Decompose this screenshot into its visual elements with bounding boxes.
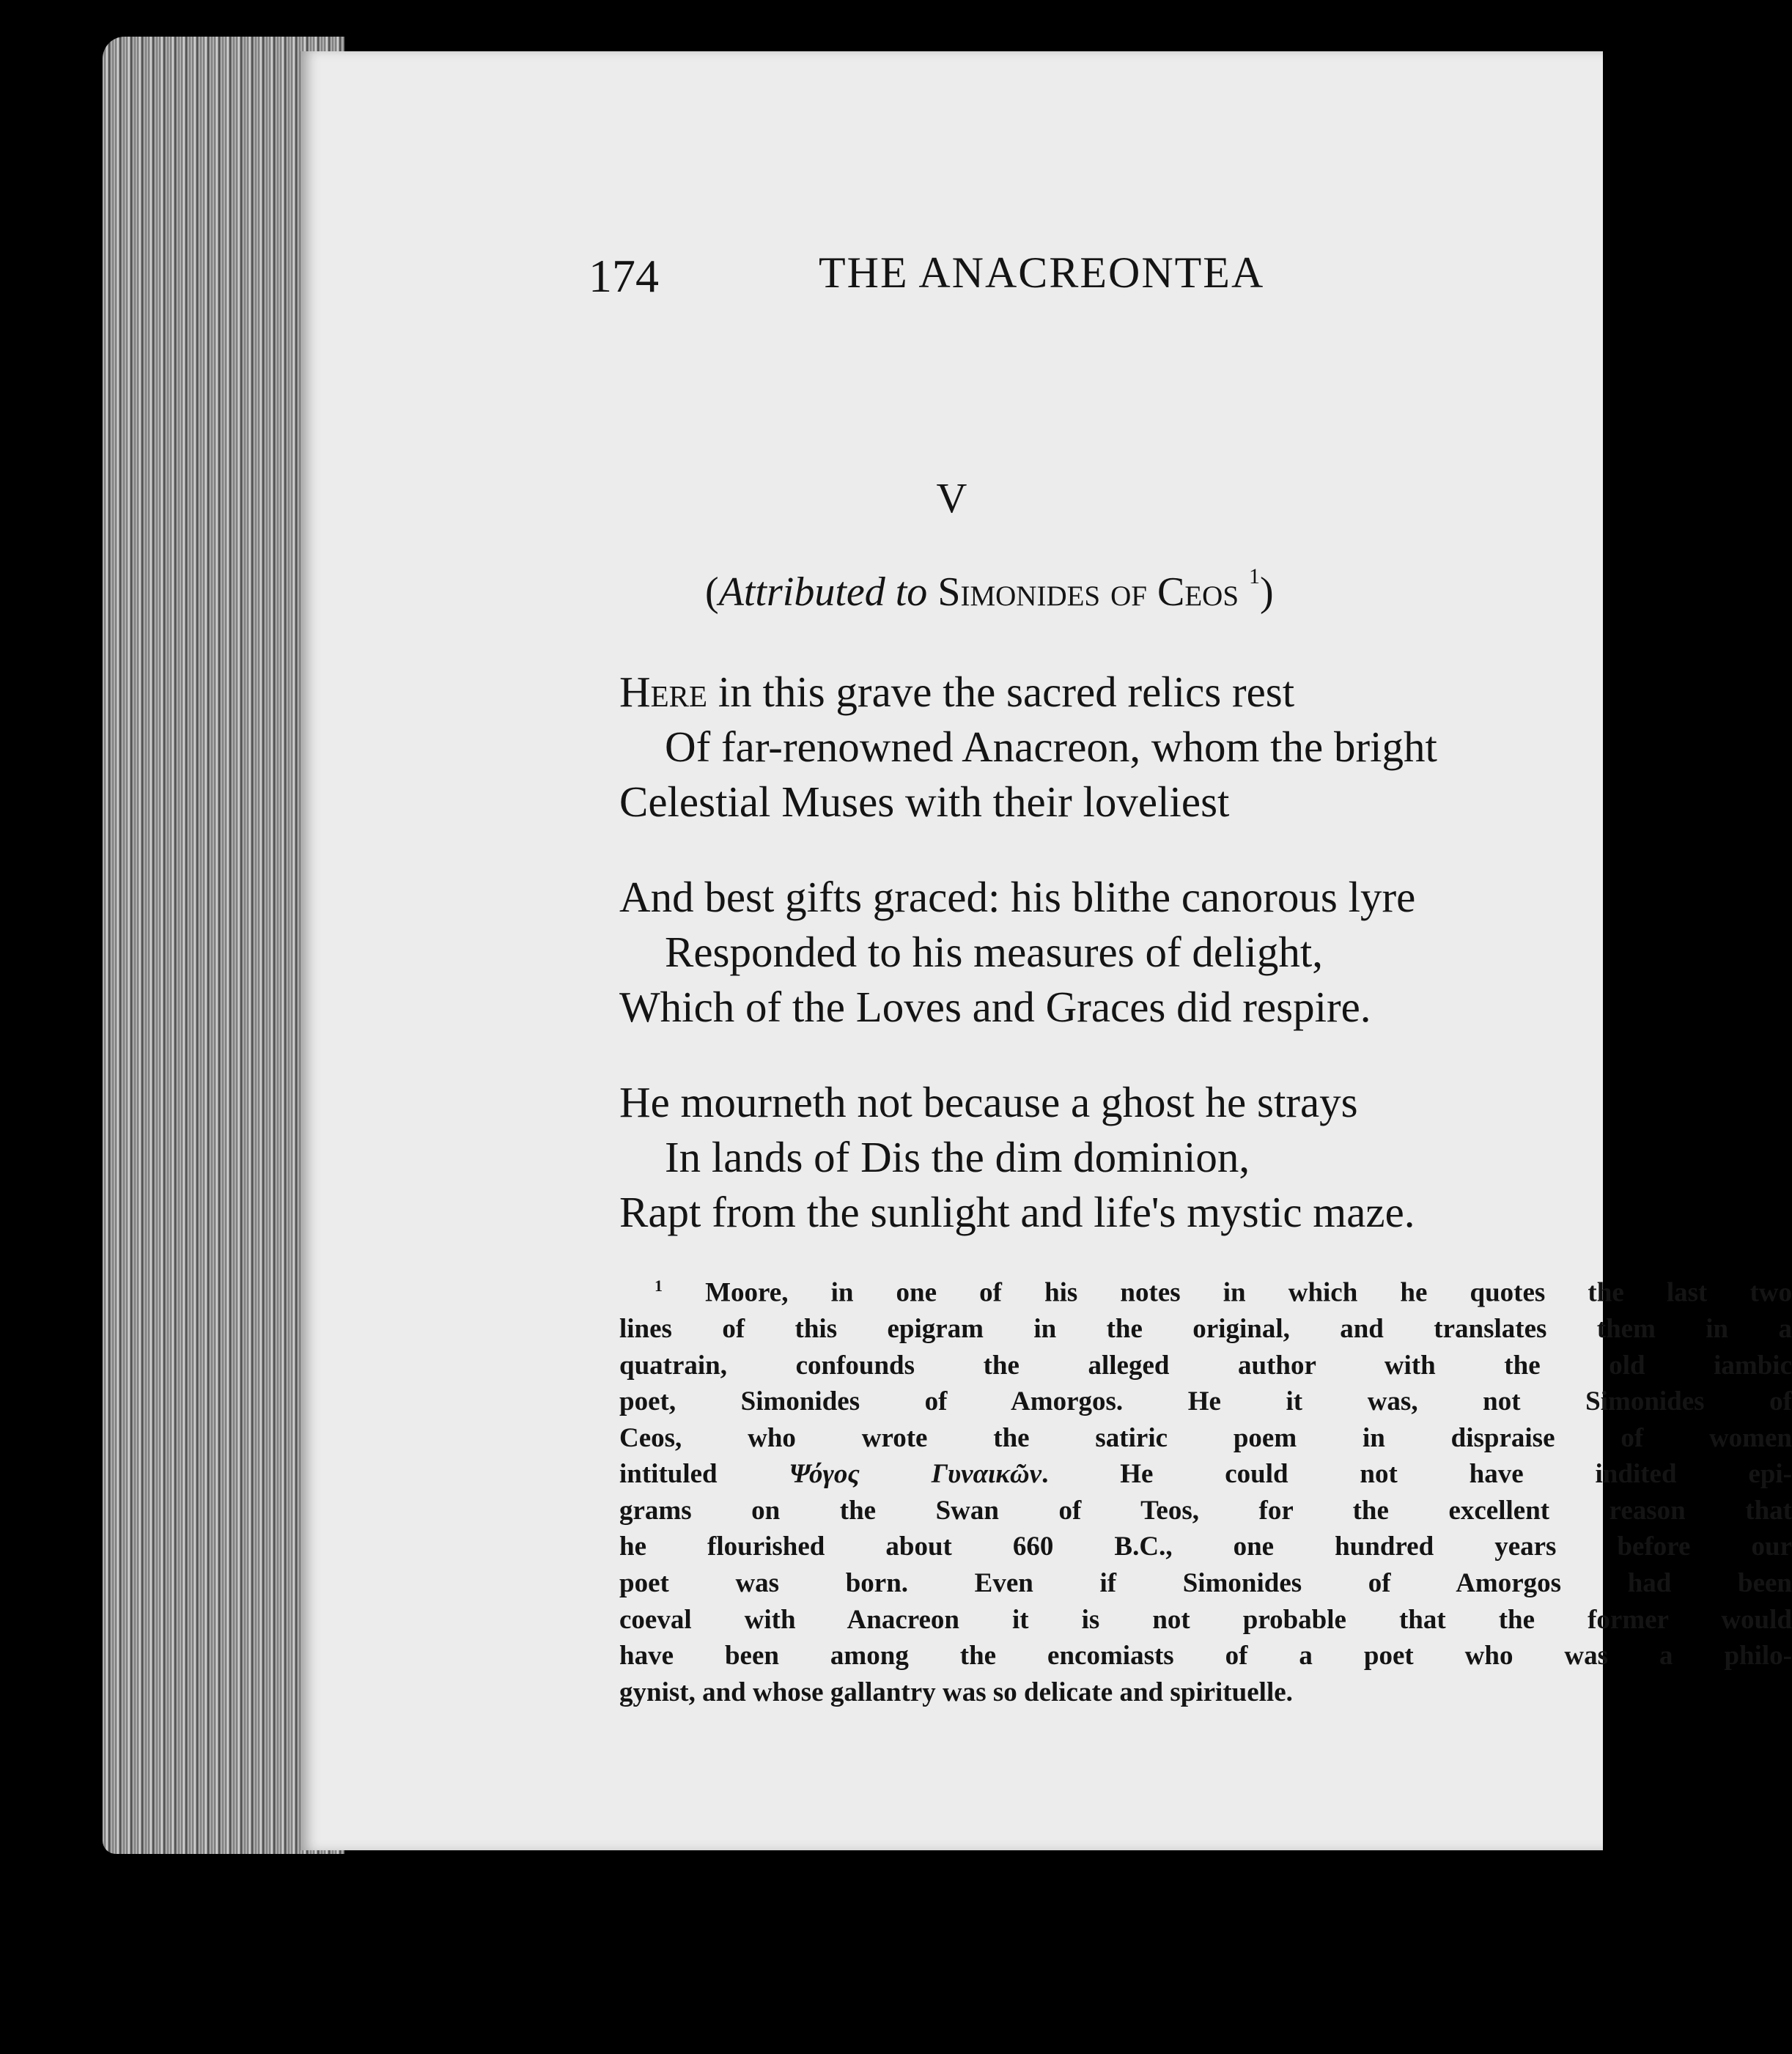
footnote xyxy=(619,1268,1792,1710)
verse-line-rest: in this grave the sacred relics rest xyxy=(707,668,1295,716)
verse-line: Of far-renowned Anacreon, whom the bright xyxy=(665,723,1437,771)
greek-title: Ψόγος Γυναικῶν xyxy=(789,1459,1042,1490)
verse-line: In lands of Dis the dim dominion, xyxy=(665,1133,1250,1181)
footnote-reference-mark: 1 xyxy=(1249,564,1261,588)
attribution-open-paren: ( xyxy=(705,569,719,615)
attribution-place: Ceos xyxy=(1157,569,1239,615)
verse-line: Which of the Loves and Graces did respire. xyxy=(619,983,1371,1031)
verse-line: Responded to his measures of delight, xyxy=(665,928,1323,976)
footnote-line: have been among the encomiasts of a poet who was a philo- xyxy=(619,1641,1792,1671)
page-number: 174 xyxy=(589,250,659,302)
footnote-line: poet, Simonides of Amorgos. He it was, not Simonides of xyxy=(619,1386,1792,1417)
attribution-italic: Attributed to xyxy=(718,569,928,615)
attribution-close-paren: ) xyxy=(1260,569,1274,615)
footnote-line: gynist, and whose gallantry was so delicate and spirituelle. xyxy=(619,1677,1293,1707)
footnote-line: lines of this epigram in the original, and translates them in a xyxy=(619,1313,1792,1344)
verse-line: He mourneth not because a ghost he strays xyxy=(619,1078,1358,1126)
verse-line xyxy=(619,667,1294,717)
section-number: V xyxy=(936,474,967,522)
attribution-author: Simonides xyxy=(937,569,1101,615)
footnote-line: coeval with Anacreon it is not probable that the former would xyxy=(619,1604,1792,1635)
verse-line: Rapt from the sunlight and life's mystic maze. xyxy=(619,1188,1415,1236)
footnote-mark: 1 xyxy=(655,1277,663,1295)
footnote-line: poet was born. Even if Simonides of Amorgos had been xyxy=(619,1568,1792,1599)
footnote-line: he flourished about 660 B.C., one hundred years before our xyxy=(619,1532,1792,1562)
verse-line: And best gifts graced: his blithe canorous lyre xyxy=(619,873,1416,921)
running-head: THE ANACREONTEA xyxy=(819,248,1265,297)
footnote-line: quatrain, confounds the alleged author with the old iambic xyxy=(619,1350,1792,1381)
book-page xyxy=(300,51,1792,1850)
footnote-line: $^1$ Moore, in one of his notes in which he quotes the last two xyxy=(655,1277,1792,1308)
footnote-line: intituled Ψόγος Γυναικῶν. He could not have indited epi- xyxy=(619,1459,1792,1490)
verse-initial-word: Here xyxy=(619,668,708,716)
footnote-line: grams on the Swan of Teos, for the excellent reason that xyxy=(619,1495,1792,1526)
attribution xyxy=(705,564,1274,616)
footnote-line: Ceos, who wrote the satiric poem in dispraise of women xyxy=(619,1422,1792,1453)
attribution-of: of xyxy=(1110,569,1147,615)
verse-line: Celestial Muses with their loveliest xyxy=(619,777,1230,826)
